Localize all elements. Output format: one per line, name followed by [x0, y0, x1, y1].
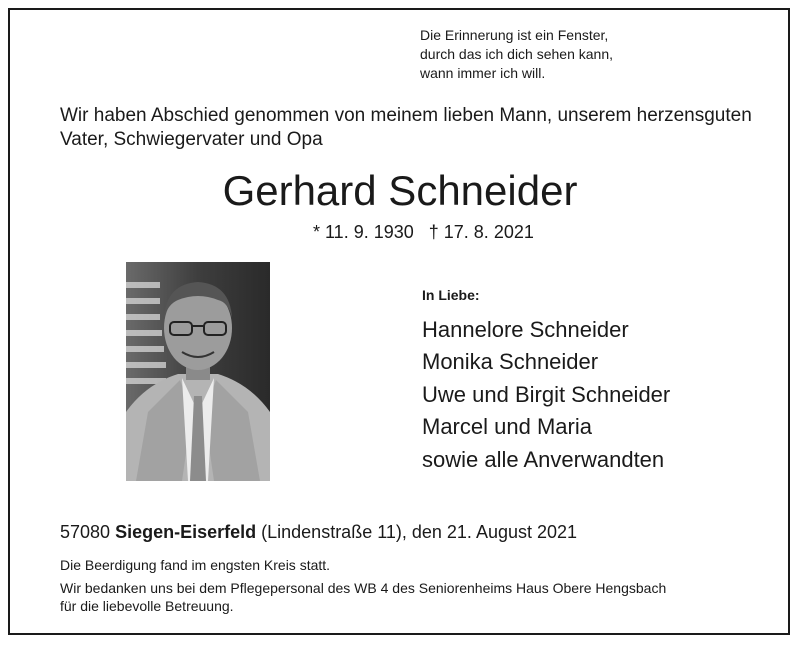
quote-line: Die Erinnerung ist ein Fenster,: [420, 27, 609, 43]
portrait-photo: [126, 262, 270, 481]
mourner-name: Monika Schneider: [422, 349, 599, 375]
intro-line: Vater, Schwiegervater und Opa: [60, 129, 323, 150]
mourners-label: In Liebe:: [422, 287, 480, 303]
death-date: † 17. 8. 2021: [428, 222, 534, 242]
mourner-name: Marcel und Maria: [422, 414, 592, 440]
memorial-quote: [420, 26, 613, 83]
deceased-name: Gerhard Schneider: [222, 167, 578, 214]
mourners-list: [422, 314, 670, 476]
intro-text: [60, 104, 760, 152]
thanks-line: Wir bedanken uns bei dem Pflegepersonal des WB 4 des Seniorenheims Haus Obere Hengsbach: [60, 580, 667, 596]
city: Siegen-Eiserfeld: [115, 522, 257, 542]
life-dates: [313, 220, 534, 244]
notes: [60, 556, 760, 615]
quote-line: durch das ich dich sehen kann,: [420, 46, 614, 62]
birth-date: * 11. 9. 1930: [313, 222, 414, 242]
mourner-name: Hannelore Schneider: [422, 317, 629, 342]
address-line: [60, 520, 577, 544]
postal-code: 57080: [60, 522, 111, 542]
quote-line: wann immer ich will.: [420, 65, 546, 81]
thanks-note: [60, 579, 760, 615]
thanks-line: für die liebevolle Betreuung.: [60, 598, 234, 614]
mourner-name: sowie alle Anverwandten: [422, 446, 665, 472]
intro-line: Wir haben Abschied genommen von meinem lieben Mann, unserem herzensguten: [60, 105, 752, 126]
funeral-note: Die Beerdigung fand im engsten Kreis statt.: [60, 557, 331, 573]
mourner-name: Uwe und Birgit Schneider: [422, 381, 671, 407]
address-rest: (Lindenstraße 11), den 21. August 2021: [261, 522, 578, 542]
